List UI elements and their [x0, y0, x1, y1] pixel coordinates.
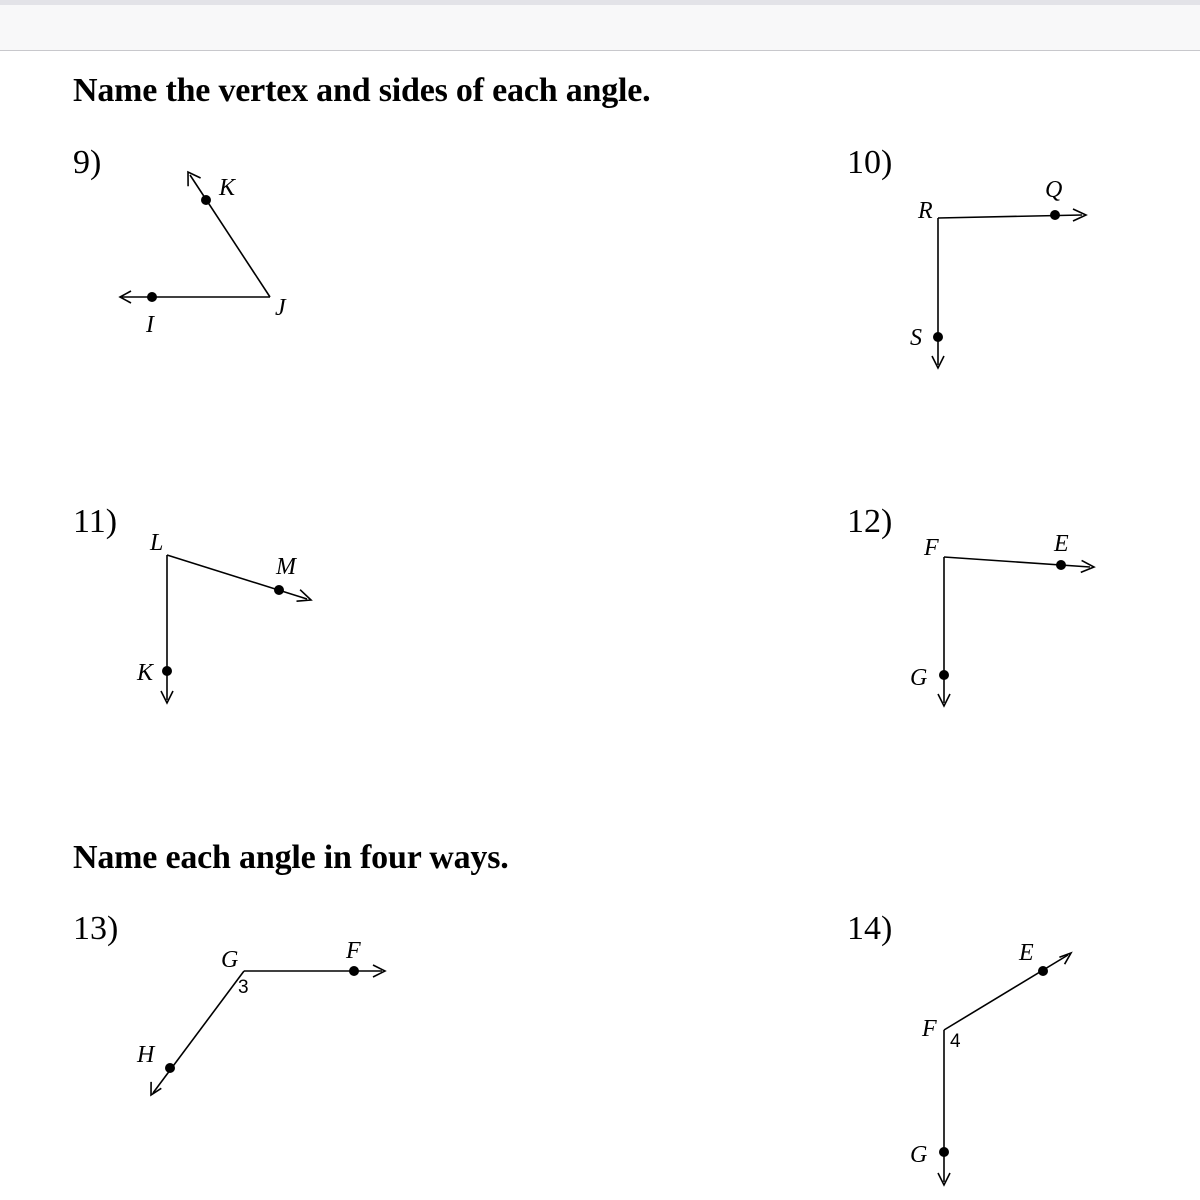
label-l: L	[150, 530, 164, 556]
ray-r-q	[938, 215, 1082, 218]
point-e-14	[1038, 966, 1048, 976]
label-i: I	[146, 312, 154, 338]
point-g	[939, 670, 949, 680]
angle-figure-11	[136, 530, 311, 703]
angle-figure-10	[910, 177, 1086, 368]
ray-f-e	[944, 557, 1090, 567]
label-g-14: G	[910, 1142, 928, 1168]
point-k	[201, 195, 211, 205]
point-q	[1050, 210, 1060, 220]
label-q: Q	[1045, 177, 1063, 203]
label-f-14: F	[922, 1016, 937, 1042]
problem-number-14: 14)	[847, 910, 893, 947]
arrowhead-k	[188, 172, 201, 186]
instruction-four-ways: Name each angle in four ways.	[73, 839, 509, 876]
label-h: H	[137, 1042, 155, 1068]
label-g-13: G	[221, 947, 239, 973]
point-e	[1056, 560, 1066, 570]
angle-figure-14	[910, 940, 1071, 1185]
problem-number-9: 9)	[73, 144, 102, 181]
angle-mark-3: 3	[238, 977, 249, 998]
point-h	[165, 1063, 175, 1073]
label-m: M	[276, 554, 296, 580]
point-s	[933, 332, 943, 342]
label-j: J	[275, 295, 286, 321]
point-f	[349, 966, 359, 976]
label-k-11: K	[137, 660, 154, 686]
label-g: G	[910, 665, 928, 691]
label-e: E	[1054, 531, 1069, 557]
label-k: K	[219, 175, 236, 201]
label-f: F	[924, 535, 939, 561]
label-s: S	[910, 325, 922, 351]
label-f-13: F	[346, 938, 361, 964]
arrowhead-m	[297, 590, 312, 602]
point-m	[274, 585, 284, 595]
instruction-vertex-sides: Name the vertex and sides of each angle.	[73, 72, 651, 109]
problem-number-10: 10)	[847, 144, 893, 181]
angle-figure-13	[136, 938, 385, 1095]
point-i	[147, 292, 157, 302]
angle-figure-9	[120, 172, 287, 338]
point-g-14	[939, 1147, 949, 1157]
angle-figure-12	[910, 531, 1094, 706]
ray-f-e-14	[944, 955, 1068, 1030]
label-e-14: E	[1019, 940, 1034, 966]
ray-g-h	[153, 971, 244, 1093]
angle-mark-4: 4	[950, 1031, 961, 1052]
problem-number-12: 12)	[847, 503, 893, 540]
problem-number-11: 11)	[73, 503, 118, 540]
problem-number-13: 13)	[73, 910, 119, 947]
point-k-11	[162, 666, 172, 676]
label-r: R	[918, 198, 933, 224]
